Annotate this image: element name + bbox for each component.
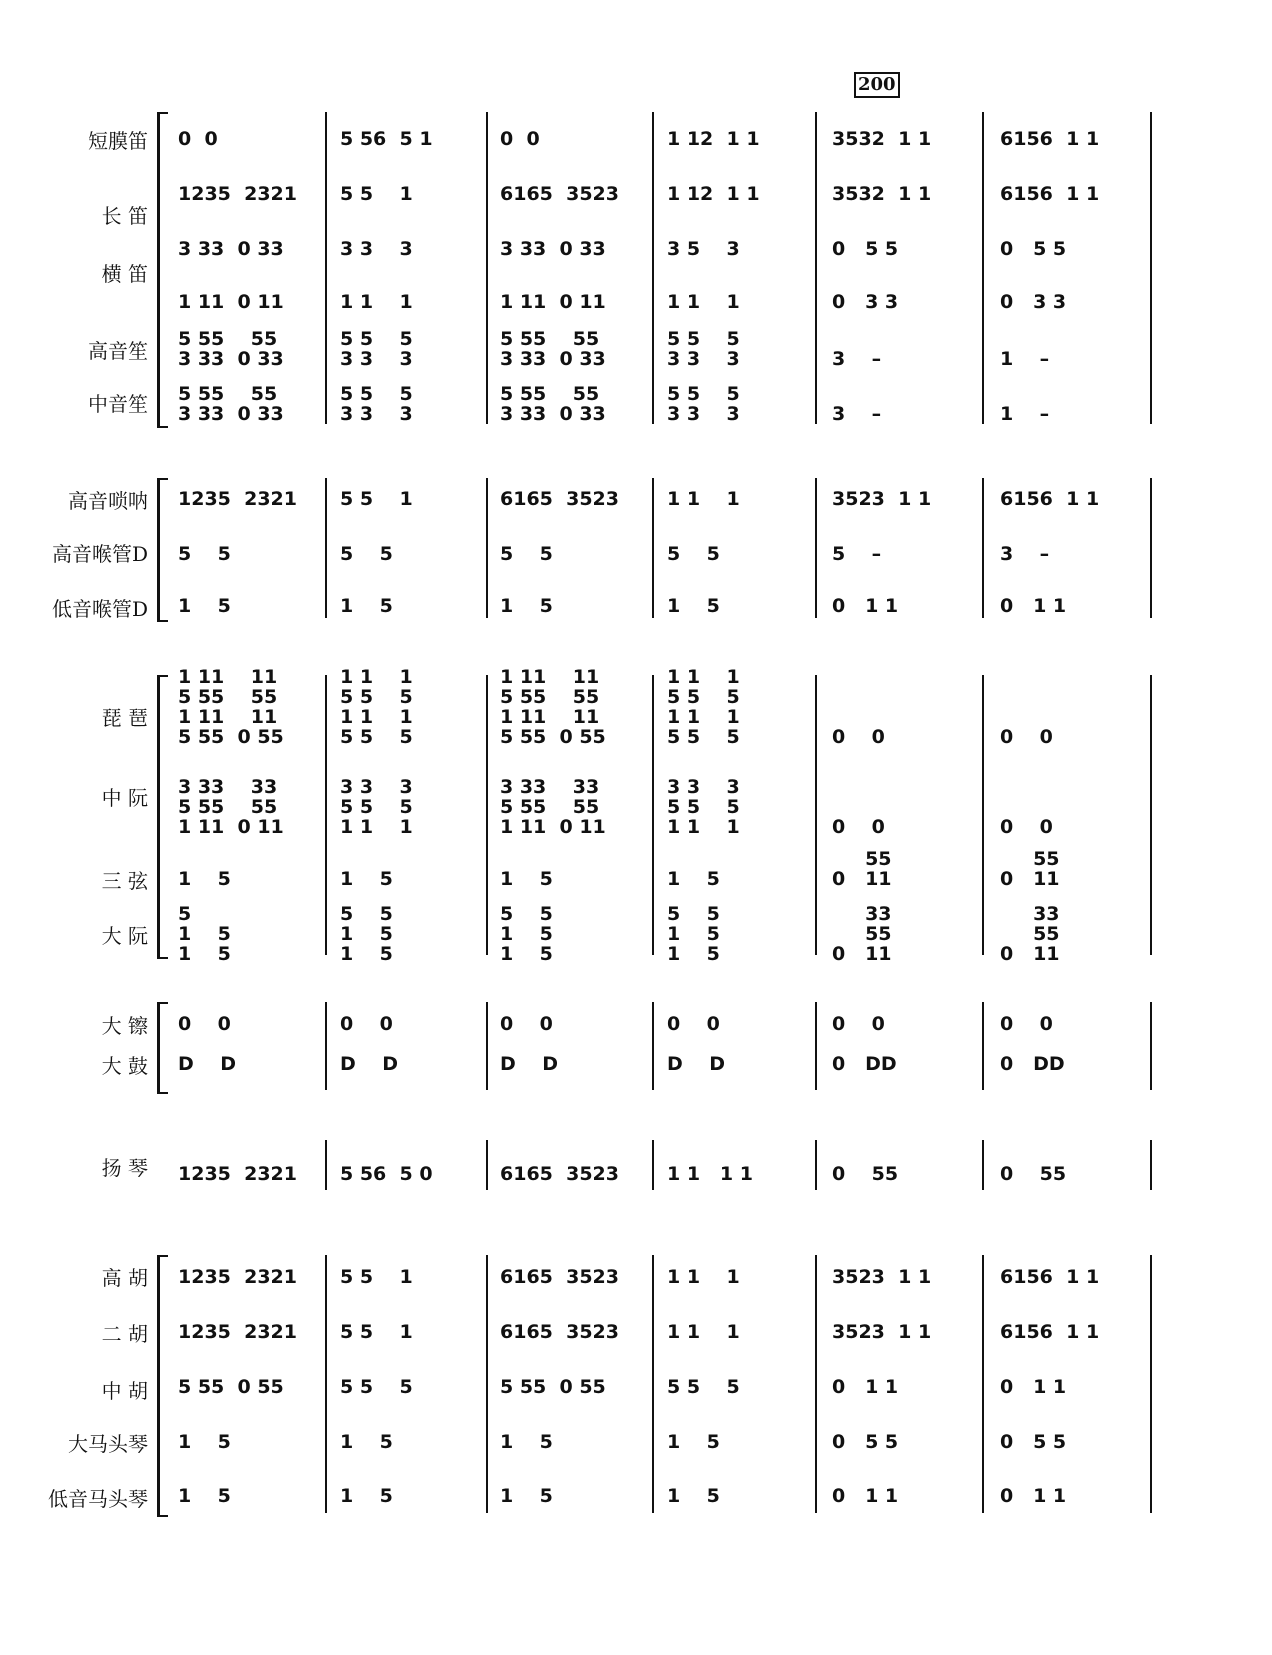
instrument-label: 三 弦 — [101, 869, 148, 893]
measure-notes: 0 0 — [667, 1013, 720, 1035]
measure-notes: 5 – — [832, 543, 882, 565]
barline — [652, 478, 654, 618]
measure-notes: 3 5 3 — [667, 238, 740, 260]
measure-notes: 5 55 0 55 — [178, 1376, 284, 1398]
measure-notes: 3 3 3 — [340, 348, 413, 370]
measure-notes: 0 0 — [832, 726, 885, 748]
barline — [1150, 1002, 1152, 1090]
measure-notes: 3 3 3 — [667, 403, 740, 425]
instrument-label: 低音马头琴 — [48, 1487, 148, 1511]
measure-notes: 3523 1 1 — [832, 1266, 932, 1288]
measure-notes: 55 — [1000, 923, 1060, 945]
measure-notes: 5 56 5 1 — [340, 128, 433, 150]
barline — [486, 478, 488, 618]
instrument-label: 高音唢呐 — [68, 489, 148, 513]
measure-notes: 6156 1 1 — [1000, 488, 1100, 510]
measure-notes: 33 — [832, 903, 892, 925]
measure-notes: 6165 3523 — [500, 1266, 619, 1288]
measure-notes: 0 3 3 — [832, 291, 899, 313]
measure-notes: 5 5 — [500, 903, 553, 925]
measure-notes: 1235 2321 — [178, 488, 297, 510]
instrument-label: 中音笙 — [88, 392, 148, 416]
measure-notes: 1235 2321 — [178, 183, 297, 205]
measure-notes: 3 33 0 33 — [500, 238, 606, 260]
measure-notes: 1 5 — [340, 595, 393, 617]
measure-notes: 0 11 — [832, 868, 892, 890]
barline — [652, 1255, 654, 1513]
barline — [815, 1002, 817, 1090]
measure-notes: 3 3 3 — [667, 348, 740, 370]
measure-notes: D D — [500, 1053, 559, 1075]
measure-notes: 1235 2321 — [178, 1163, 297, 1185]
barline — [325, 1255, 327, 1513]
instrument-label: 扬 琴 — [101, 1156, 148, 1180]
instrument-label: 大 阮 — [101, 924, 148, 948]
measure-notes: 3523 1 1 — [832, 1321, 932, 1343]
measure-notes: 5 5 5 — [340, 726, 413, 748]
measure-notes: 5 55 0 55 — [500, 726, 606, 748]
measure-notes: 1 5 — [340, 1431, 393, 1453]
measure-notes: 1 5 — [667, 943, 720, 965]
measure-notes: 5 5 5 — [340, 328, 413, 350]
instrument-label: 长 笛 — [101, 204, 148, 228]
measure-notes: 1 1 1 — [667, 1266, 740, 1288]
measure-notes: 0 0 — [1000, 726, 1053, 748]
measure-notes: 6156 1 1 — [1000, 1266, 1100, 1288]
measure-notes: 5 5 5 — [667, 328, 740, 350]
measure-notes: 1 5 — [667, 868, 720, 890]
instrument-label: 中 胡 — [101, 1379, 148, 1403]
measure-notes: 1 11 11 — [500, 706, 600, 728]
measure-notes: 5 5 5 — [340, 1376, 413, 1398]
barline — [815, 112, 817, 424]
barline — [325, 478, 327, 618]
barline — [815, 1140, 817, 1190]
measure-notes: 1 5 — [500, 1485, 553, 1507]
measure-notes: 1 5 — [178, 943, 231, 965]
barline — [486, 675, 488, 955]
measure-notes: 1 5 — [500, 923, 553, 945]
measure-notes: 6156 1 1 — [1000, 128, 1100, 150]
measure-notes: 5 5 1 — [340, 1321, 413, 1343]
measure-notes: 5 56 5 0 — [340, 1163, 433, 1185]
measure-notes: 0 1 1 — [832, 595, 899, 617]
measure-notes: 6156 1 1 — [1000, 1321, 1100, 1343]
measure-notes: 3 33 0 33 — [500, 403, 606, 425]
barline — [982, 1255, 984, 1513]
measure-notes: 0 1 1 — [1000, 1376, 1067, 1398]
measure-notes: 0 5 5 — [1000, 238, 1067, 260]
measure-notes: 5 5 — [340, 543, 393, 565]
measure-notes: 3 – — [832, 348, 882, 370]
barline — [982, 112, 984, 424]
measure-notes: 1 12 1 1 — [667, 183, 760, 205]
measure-notes: 0 0 — [500, 1013, 553, 1035]
bowed-bracket — [157, 1255, 168, 1517]
barline — [815, 478, 817, 618]
measure-notes: 1235 2321 — [178, 1321, 297, 1343]
measure-notes: 5 5 5 — [667, 796, 740, 818]
barline — [982, 675, 984, 955]
measure-notes: 1 11 0 11 — [500, 816, 606, 838]
barline — [486, 1002, 488, 1090]
measure-notes: 1 11 11 — [178, 706, 278, 728]
measure-notes: 55 — [832, 923, 892, 945]
barline — [982, 1002, 984, 1090]
barline — [982, 1140, 984, 1190]
measure-notes: 0 5 5 — [832, 1431, 899, 1453]
measure-notes: 5 5 5 — [667, 1376, 740, 1398]
plucked-bracket — [157, 675, 168, 959]
measure-notes: 3 – — [832, 403, 882, 425]
measure-notes: 33 — [1000, 903, 1060, 925]
measure-notes: 0 1 1 — [832, 1376, 899, 1398]
measure-notes: D D — [667, 1053, 726, 1075]
measure-notes: 5 55 55 — [178, 383, 278, 405]
barline — [486, 1140, 488, 1190]
measure-notes: 1 5 — [500, 868, 553, 890]
measure-notes: 3 3 3 — [340, 403, 413, 425]
measure-notes: 1 1 1 — [667, 666, 740, 688]
measure-notes: 1 5 — [178, 1431, 231, 1453]
barline — [325, 675, 327, 955]
measure-notes: 1 5 — [667, 923, 720, 945]
measure-notes: D D — [340, 1053, 399, 1075]
measure-notes: 5 55 0 55 — [178, 726, 284, 748]
barline — [1150, 1140, 1152, 1190]
measure-notes: 0 11 — [1000, 868, 1060, 890]
barline — [652, 112, 654, 424]
measure-notes: 1 5 — [500, 1431, 553, 1453]
measure-notes: 1 1 1 1 — [667, 1163, 753, 1185]
instrument-label: 短膜笛 — [88, 129, 148, 153]
measure-notes: 5 5 — [340, 903, 393, 925]
measure-notes: 5 5 5 — [340, 686, 413, 708]
measure-notes: 5 5 — [667, 543, 720, 565]
measure-notes: 55 — [1000, 848, 1060, 870]
barline — [325, 112, 327, 424]
measure-notes: 1 11 11 — [500, 666, 600, 688]
measure-notes: 1 1 1 — [667, 1321, 740, 1343]
measure-notes: 3 33 0 33 — [178, 238, 284, 260]
instrument-label: 横 笛 — [101, 262, 148, 286]
measure-notes: 0 5 5 — [1000, 1431, 1067, 1453]
measure-notes: 1 11 0 11 — [178, 816, 284, 838]
measure-notes: 1 5 — [667, 1431, 720, 1453]
measure-notes: 3 33 33 — [178, 776, 278, 798]
barline — [1150, 478, 1152, 618]
measure-notes: 5 5 — [667, 903, 720, 925]
measure-notes: 5 55 55 — [500, 383, 600, 405]
measure-notes: 1235 2321 — [178, 1266, 297, 1288]
measure-notes: 5 — [178, 903, 192, 925]
barline — [815, 1255, 817, 1513]
measure-notes: 0 3 3 — [1000, 291, 1067, 313]
measure-notes: 1 1 1 — [667, 706, 740, 728]
measure-notes: 3 33 0 33 — [178, 403, 284, 425]
measure-notes: 3532 1 1 — [832, 128, 932, 150]
measure-notes: 1 1 1 — [667, 291, 740, 313]
measure-notes: 0 DD — [1000, 1053, 1065, 1075]
measure-notes: 1 5 — [500, 595, 553, 617]
barline — [486, 1255, 488, 1513]
instrument-label: 高音笙 — [88, 339, 148, 363]
measure-notes: 1 5 — [178, 1485, 231, 1507]
measure-notes: 1 1 1 — [340, 706, 413, 728]
measure-notes: 5 5 5 — [340, 796, 413, 818]
measure-notes: 5 55 0 55 — [500, 1376, 606, 1398]
measure-notes: 5 5 5 — [667, 686, 740, 708]
barline — [652, 1002, 654, 1090]
measure-notes: 6165 3523 — [500, 1321, 619, 1343]
instrument-label: 低音喉管D — [51, 597, 148, 621]
measure-notes: 1 5 — [667, 1485, 720, 1507]
measure-notes: 5 5 1 — [340, 1266, 413, 1288]
barline — [325, 1140, 327, 1190]
barline — [652, 675, 654, 955]
measure-notes: 0 1 1 — [1000, 595, 1067, 617]
instrument-label: 大马头琴 — [68, 1432, 148, 1456]
measure-notes: 3 33 0 33 — [178, 348, 284, 370]
measure-notes: 3 3 3 — [667, 776, 740, 798]
measure-notes: 0 0 — [1000, 1013, 1053, 1035]
measure-notes: 0 11 — [1000, 943, 1060, 965]
measure-notes: 55 — [832, 848, 892, 870]
barline — [325, 1002, 327, 1090]
measure-notes: 0 1 1 — [1000, 1485, 1067, 1507]
measure-notes: 5 55 55 — [500, 328, 600, 350]
measure-notes: 5 55 55 — [500, 686, 600, 708]
measure-notes: 1 5 — [340, 868, 393, 890]
measure-notes: 1 5 — [340, 923, 393, 945]
measure-notes: 5 55 55 — [178, 796, 278, 818]
measure-notes: 5 55 55 — [500, 796, 600, 818]
measure-notes: 5 5 1 — [340, 183, 413, 205]
measure-notes: 0 0 — [832, 816, 885, 838]
measure-notes: 1 11 11 — [178, 666, 278, 688]
measure-notes: 1 – — [1000, 348, 1050, 370]
measure-notes: 1 5 — [500, 943, 553, 965]
measure-notes: 0 55 — [832, 1163, 899, 1185]
barline — [1150, 1255, 1152, 1513]
measure-notes: 0 DD — [832, 1053, 897, 1075]
measure-notes: 3 33 33 — [500, 776, 600, 798]
instrument-label: 二 胡 — [101, 1322, 148, 1346]
measure-notes: 5 5 5 — [667, 383, 740, 405]
measure-notes: 5 5 — [178, 543, 231, 565]
rehearsal-mark: 200 — [854, 72, 900, 98]
measure-notes: 0 0 — [178, 128, 218, 150]
barline — [1150, 112, 1152, 424]
measure-notes: 0 1 1 — [832, 1485, 899, 1507]
measure-notes: D D — [178, 1053, 237, 1075]
woodwind-bracket — [157, 112, 168, 428]
instrument-label: 中 阮 — [101, 786, 148, 810]
measure-notes: 1 5 — [340, 943, 393, 965]
measure-notes: 0 11 — [832, 943, 892, 965]
measure-notes: 3 – — [1000, 543, 1050, 565]
barline — [1150, 675, 1152, 955]
measure-notes: 1 11 0 11 — [178, 291, 284, 313]
measure-notes: 3523 1 1 — [832, 488, 932, 510]
measure-notes: 1 1 1 — [667, 488, 740, 510]
instrument-label: 大 鼓 — [101, 1054, 148, 1078]
measure-notes: 0 0 — [340, 1013, 393, 1035]
measure-notes: 1 1 1 — [340, 666, 413, 688]
measure-notes: 1 5 — [340, 1485, 393, 1507]
measure-notes: 1 1 1 — [667, 816, 740, 838]
barline — [982, 478, 984, 618]
percussion-bracket — [157, 1002, 168, 1094]
measure-notes: 1 5 — [178, 923, 231, 945]
measure-notes: 3 3 3 — [340, 238, 413, 260]
measure-notes: 3532 1 1 — [832, 183, 932, 205]
measure-notes: 6165 3523 — [500, 1163, 619, 1185]
measure-notes: 5 55 55 — [178, 686, 278, 708]
measure-notes: 0 5 5 — [832, 238, 899, 260]
measure-notes: 1 12 1 1 — [667, 128, 760, 150]
barline — [815, 675, 817, 955]
reed-bracket — [157, 478, 168, 622]
instrument-label: 高 胡 — [101, 1266, 148, 1290]
measure-notes: 0 55 — [1000, 1163, 1067, 1185]
measure-notes: 5 5 5 — [667, 726, 740, 748]
measure-notes: 6165 3523 — [500, 183, 619, 205]
measure-notes: 5 5 1 — [340, 488, 413, 510]
measure-notes: 1 1 1 — [340, 291, 413, 313]
barline — [652, 1140, 654, 1190]
instrument-label: 琵 琶 — [101, 706, 148, 730]
barline — [486, 112, 488, 424]
measure-notes: 0 0 — [832, 1013, 885, 1035]
measure-notes: 1 5 — [178, 595, 231, 617]
measure-notes: 3 3 3 — [340, 776, 413, 798]
measure-notes: 6156 1 1 — [1000, 183, 1100, 205]
measure-notes: 0 0 — [178, 1013, 231, 1035]
measure-notes: 1 5 — [178, 868, 231, 890]
measure-notes: 1 5 — [667, 595, 720, 617]
measure-notes: 5 5 5 — [340, 383, 413, 405]
measure-notes: 3 33 0 33 — [500, 348, 606, 370]
measure-notes: 1 – — [1000, 403, 1050, 425]
measure-notes: 1 1 1 — [340, 816, 413, 838]
measure-notes: 6165 3523 — [500, 488, 619, 510]
measure-notes: 5 5 — [500, 543, 553, 565]
measure-notes: 1 11 0 11 — [500, 291, 606, 313]
instrument-label: 大 镲 — [101, 1014, 148, 1038]
measure-notes: 0 0 — [1000, 816, 1053, 838]
measure-notes: 0 0 — [500, 128, 540, 150]
instrument-label: 高音喉管D — [51, 542, 148, 566]
measure-notes: 5 55 55 — [178, 328, 278, 350]
